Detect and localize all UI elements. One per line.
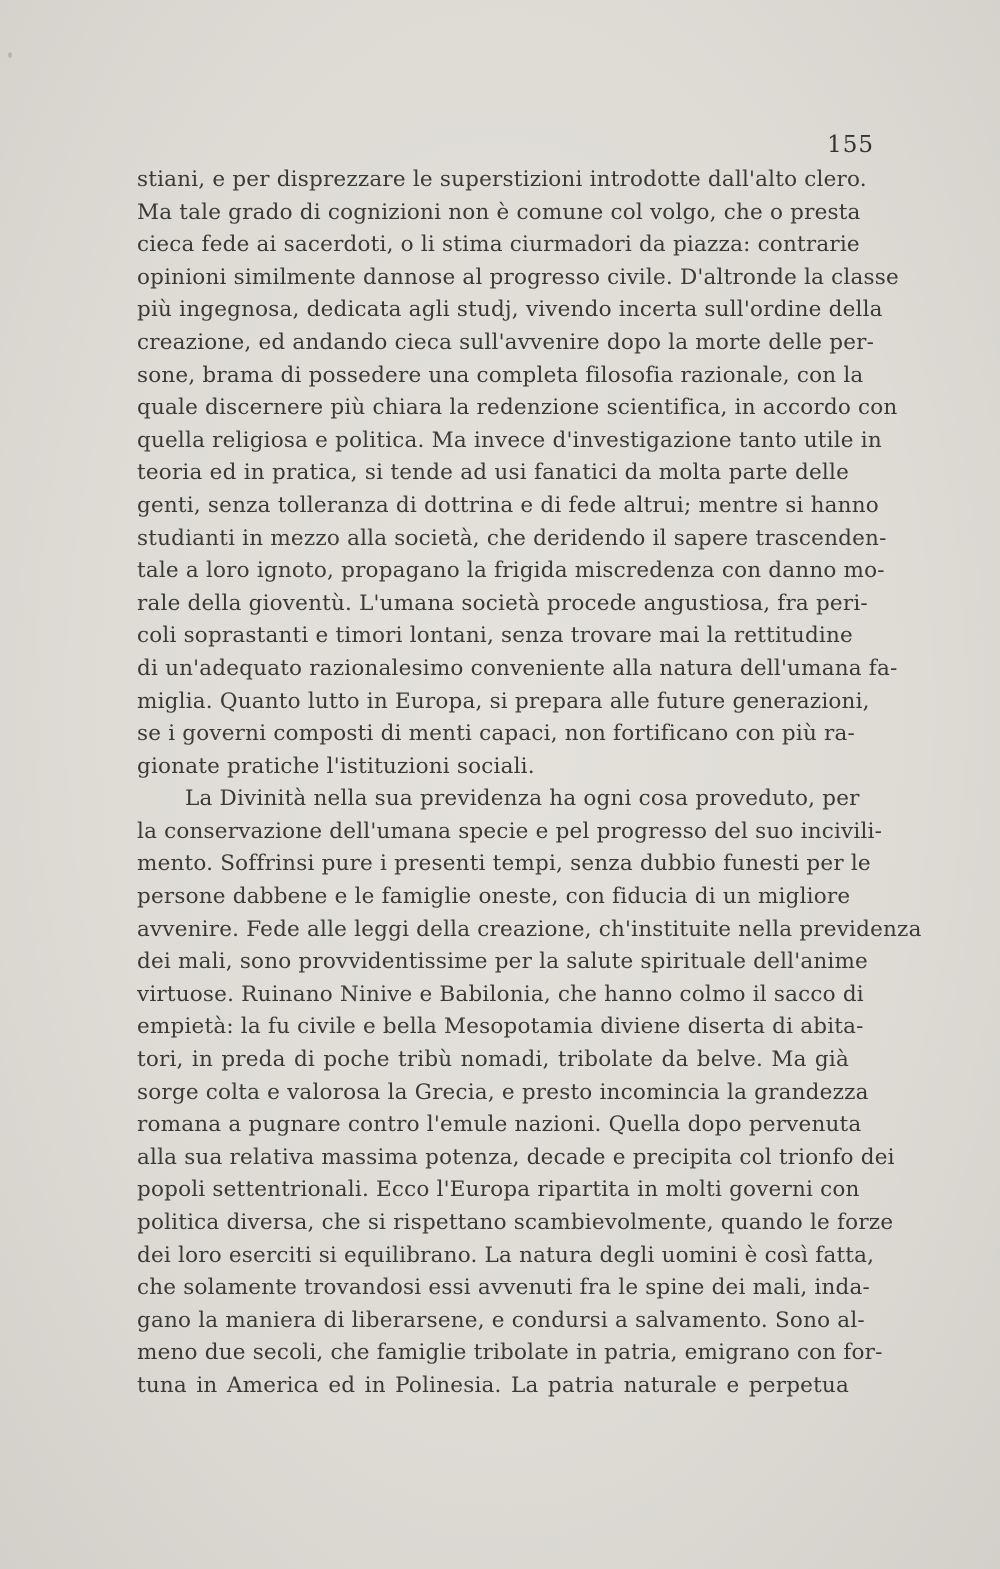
- text-line: empietà: la fu civile e bella Mesopotamia diviene diserta di abita-: [137, 1014, 864, 1040]
- text-line: meno due secoli, che famiglie tribolate in patria, emigrano con for-: [137, 1340, 883, 1366]
- paper-speck: [8, 52, 12, 58]
- text-line: dei loro eserciti si equilibrano. La natura degli uomini è così fatta,: [137, 1242, 875, 1268]
- text-line: sorge colta e valorosa la Grecia, e presto incomincia la grandezza: [137, 1079, 869, 1105]
- text-line: gano la maniera di liberarsene, e condursi a salvamento. Sono al-: [137, 1307, 865, 1333]
- text-line: alla sua relativa massima potenza, decade e precipita col trionfo dei: [137, 1144, 895, 1170]
- text-line: Ma tale grado di cognizioni non è comune col volgo, che o presta: [137, 199, 861, 225]
- text-line: tori, in preda di poche tribù nomadi, tribolate da belve. Ma già: [137, 1047, 849, 1073]
- body-text: [137, 164, 922, 1403]
- text-line: opinioni similmente dannose al progresso civile. D'altronde la classe: [137, 264, 899, 290]
- text-line: coli soprastanti e timori lontani, senza trovare mai la rettitudine: [137, 623, 853, 649]
- text-line: di un'adequato razionalesimo conveniente alla natura dell'umana fa-: [137, 655, 898, 681]
- paragraph-1: [137, 164, 899, 783]
- text-line: teoria ed in pratica, si tende ad usi fanatici da molta parte delle: [137, 460, 849, 486]
- text-line: genti, senza tolleranza di dottrina e di fede altrui; mentre si hanno: [137, 492, 879, 518]
- text-line: tale a loro ignoto, propagano la frigida miscredenza con danno mo-: [137, 558, 885, 584]
- text-line: persone dabbene e le famiglie oneste, con fiducia di un migliore: [137, 884, 851, 910]
- text-line: cieca fede ai sacerdoti, o li stima ciurmadori da piazza: contrarie: [137, 232, 860, 258]
- paragraph-2: [137, 783, 922, 1402]
- page-number: 155: [827, 132, 874, 158]
- text-line: politica diversa, che si rispettano scambievolmente, quando le forze: [137, 1210, 894, 1235]
- text-line: che solamente trovandosi essi avvenuti fra le spine dei mali, inda-: [137, 1275, 870, 1301]
- text-line: La Divinità nella sua previdenza ha ogni cosa proveduto, per: [185, 786, 860, 812]
- text-line: stiani, e per disprezzare le superstizioni introdotte dall'alto clero.: [137, 167, 867, 192]
- text-line: più ingegnosa, dedicata agli studj, vivendo incerta sull'ordine della: [137, 297, 883, 323]
- text-line: quella religiosa e politica. Ma invece d'investigazione tanto utile in: [137, 427, 882, 453]
- text-line: virtuose. Ruinano Ninive e Babilonia, che hanno colmo il sacco di: [137, 981, 864, 1007]
- text-line: studianti in mezzo alla società, che deridendo il sapere trascenden-: [137, 525, 887, 551]
- text-line: creazione, ed andando cieca sull'avvenire dopo la morte delle per-: [137, 329, 875, 355]
- text-line: popoli settentrionali. Ecco l'Europa ripartita in molti governi con: [137, 1177, 860, 1203]
- text-line: romana a pugnare contro l'emule nazioni. Quella dopo pervenuta: [137, 1112, 862, 1138]
- text-line: se i governi composti di menti capaci, non fortificano con più ra-: [137, 721, 856, 747]
- text-line: miglia. Quanto lutto in Europa, si prepara alle future generazioni,: [137, 688, 870, 714]
- text-line: tuna in America ed in Polinesia. La patria naturale e perpetua: [137, 1372, 849, 1398]
- text-line: rale della gioventù. L'umana società procede angustiosa, fra peri-: [137, 590, 868, 616]
- text-line: mento. Soffrinsi pure i presenti tempi, senza dubbio funesti per le: [137, 851, 871, 877]
- text-line: sone, brama di possedere una completa filosofia razionale, con la: [137, 362, 864, 388]
- text-line: gionate pratiche l'istituzioni sociali.: [137, 753, 535, 779]
- text-line: quale discernere più chiara la redenzione scientifica, in accordo con: [137, 395, 898, 421]
- text-line: dei mali, sono provvidentissime per la salute spirituale dell'anime: [137, 949, 868, 975]
- text-line: avvenire. Fede alle leggi della creazione, ch'instituite nella previdenza: [137, 916, 922, 942]
- text-line: la conservazione dell'umana specie e pel progresso del suo incivili-: [137, 818, 883, 844]
